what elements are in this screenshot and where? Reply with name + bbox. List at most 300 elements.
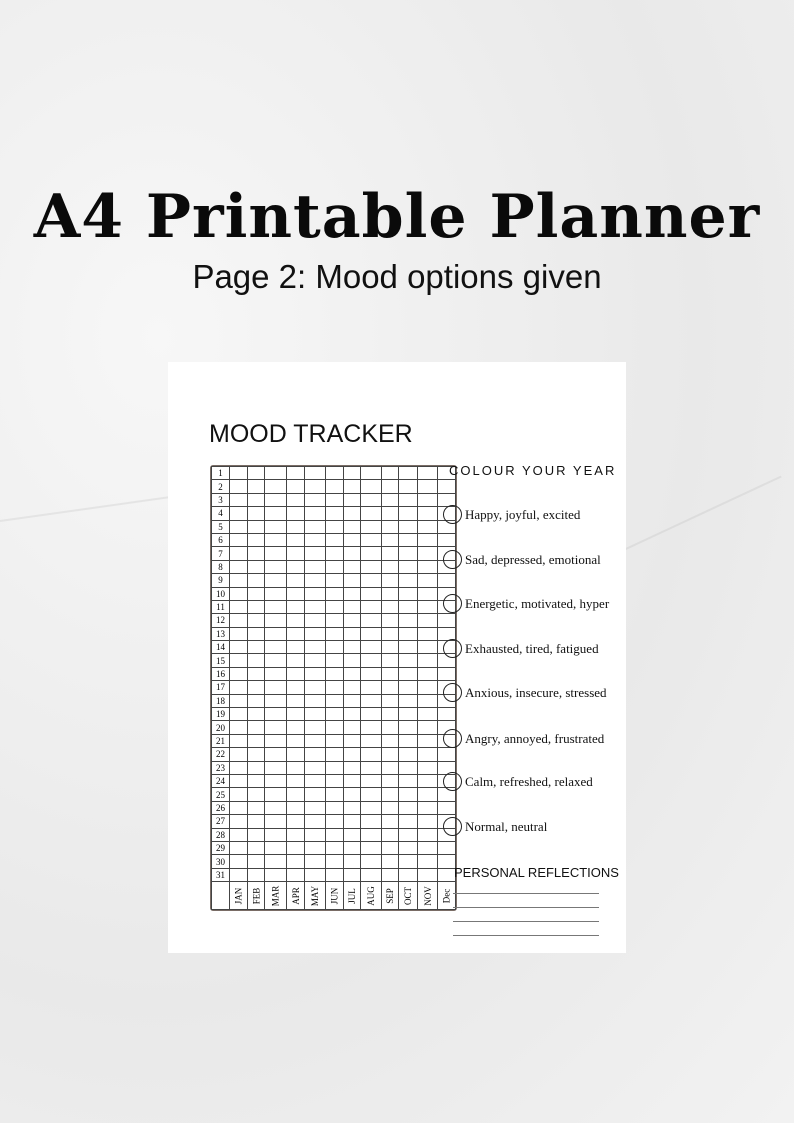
mood-cell[interactable] [343,667,360,680]
mood-cell[interactable] [417,480,438,493]
mood-cell[interactable] [230,774,248,787]
mood-cell[interactable] [247,774,265,787]
mood-cell[interactable] [265,788,287,801]
mood-cell[interactable] [361,828,382,841]
mood-cell[interactable] [361,627,382,640]
mood-cell[interactable] [361,480,382,493]
mood-cell[interactable] [398,801,417,814]
mood-cell[interactable] [398,694,417,707]
mood-cell[interactable] [230,493,248,506]
mood-cell[interactable] [417,533,438,546]
mood-cell[interactable] [398,493,417,506]
mood-cell[interactable] [247,788,265,801]
mood-cell[interactable] [381,493,398,506]
mood-cell[interactable] [398,855,417,868]
mood-cell[interactable] [305,600,326,613]
mood-cell[interactable] [438,708,455,721]
mood-cell[interactable] [343,681,360,694]
mood-cell[interactable] [398,641,417,654]
mood-cell[interactable] [326,654,344,667]
mood-cell[interactable] [230,574,248,587]
mood-cell[interactable] [381,855,398,868]
mood-cell[interactable] [343,560,360,573]
mood-cell[interactable] [305,801,326,814]
mood-cell[interactable] [286,868,305,881]
mood-cell[interactable] [343,467,360,480]
mood-cell[interactable] [417,721,438,734]
mood-cell[interactable] [230,761,248,774]
mood-cell[interactable] [305,694,326,707]
mood-cell[interactable] [398,480,417,493]
mood-cell[interactable] [326,815,344,828]
mood-cell[interactable] [343,627,360,640]
mood-cell[interactable] [343,614,360,627]
mood-cell[interactable] [343,547,360,560]
mood-cell[interactable] [305,721,326,734]
mood-cell[interactable] [417,681,438,694]
color-circle-icon[interactable] [443,683,462,702]
mood-cell[interactable] [265,467,287,480]
mood-cell[interactable] [265,681,287,694]
color-circle-icon[interactable] [443,772,462,791]
mood-cell[interactable] [326,641,344,654]
mood-cell[interactable] [361,694,382,707]
mood-cell[interactable] [247,721,265,734]
color-circle-icon[interactable] [443,550,462,569]
mood-cell[interactable] [343,587,360,600]
mood-cell[interactable] [247,574,265,587]
mood-cell[interactable] [286,681,305,694]
mood-cell[interactable] [381,681,398,694]
mood-cell[interactable] [361,774,382,787]
mood-cell[interactable] [361,467,382,480]
mood-cell[interactable] [247,627,265,640]
mood-option[interactable] [443,817,547,836]
mood-cell[interactable] [230,801,248,814]
mood-cell[interactable] [398,627,417,640]
mood-cell[interactable] [265,855,287,868]
mood-cell[interactable] [361,560,382,573]
mood-cell[interactable] [398,841,417,854]
mood-cell[interactable] [326,480,344,493]
mood-cell[interactable] [305,641,326,654]
mood-cell[interactable] [230,841,248,854]
mood-cell[interactable] [326,761,344,774]
mood-cell[interactable] [230,627,248,640]
mood-cell[interactable] [361,868,382,881]
mood-cell[interactable] [343,721,360,734]
mood-cell[interactable] [247,520,265,533]
mood-cell[interactable] [230,855,248,868]
mood-option[interactable] [443,550,601,569]
mood-cell[interactable] [326,587,344,600]
mood-cell[interactable] [305,560,326,573]
mood-cell[interactable] [305,841,326,854]
mood-cell[interactable] [286,587,305,600]
mood-cell[interactable] [230,708,248,721]
mood-cell[interactable] [305,681,326,694]
mood-cell[interactable] [381,627,398,640]
mood-cell[interactable] [247,667,265,680]
mood-cell[interactable] [326,855,344,868]
mood-cell[interactable] [326,774,344,787]
mood-cell[interactable] [286,761,305,774]
mood-cell[interactable] [247,600,265,613]
mood-cell[interactable] [230,533,248,546]
mood-cell[interactable] [265,828,287,841]
mood-cell[interactable] [417,574,438,587]
mood-cell[interactable] [305,614,326,627]
mood-cell[interactable] [286,801,305,814]
mood-cell[interactable] [286,815,305,828]
mood-cell[interactable] [326,828,344,841]
mood-option[interactable] [443,639,599,658]
mood-cell[interactable] [361,788,382,801]
mood-cell[interactable] [417,828,438,841]
mood-cell[interactable] [305,574,326,587]
mood-cell[interactable] [398,614,417,627]
mood-cell[interactable] [398,547,417,560]
mood-cell[interactable] [417,641,438,654]
color-circle-icon[interactable] [443,729,462,748]
mood-cell[interactable] [417,734,438,747]
mood-cell[interactable] [326,801,344,814]
mood-cell[interactable] [361,708,382,721]
mood-cell[interactable] [361,841,382,854]
mood-cell[interactable] [326,467,344,480]
mood-cell[interactable] [286,788,305,801]
mood-cell[interactable] [230,614,248,627]
mood-cell[interactable] [230,480,248,493]
mood-cell[interactable] [265,815,287,828]
mood-cell[interactable] [361,748,382,761]
mood-cell[interactable] [343,480,360,493]
mood-cell[interactable] [286,654,305,667]
mood-cell[interactable] [381,667,398,680]
mood-cell[interactable] [247,654,265,667]
mood-cell[interactable] [230,788,248,801]
mood-cell[interactable] [230,868,248,881]
mood-cell[interactable] [265,507,287,520]
mood-cell[interactable] [265,748,287,761]
mood-cell[interactable] [230,600,248,613]
mood-cell[interactable] [230,587,248,600]
mood-cell[interactable] [286,467,305,480]
mood-cell[interactable] [247,855,265,868]
color-circle-icon[interactable] [443,505,462,524]
mood-cell[interactable] [265,641,287,654]
mood-cell[interactable] [326,547,344,560]
mood-cell[interactable] [305,493,326,506]
mood-cell[interactable] [417,708,438,721]
mood-cell[interactable] [305,868,326,881]
mood-cell[interactable] [381,815,398,828]
mood-cell[interactable] [343,708,360,721]
reflection-line[interactable] [453,921,599,922]
mood-cell[interactable] [326,600,344,613]
mood-cell[interactable] [381,533,398,546]
mood-cell[interactable] [305,828,326,841]
mood-cell[interactable] [343,868,360,881]
mood-cell[interactable] [265,614,287,627]
mood-cell[interactable] [417,600,438,613]
mood-cell[interactable] [247,641,265,654]
mood-cell[interactable] [381,654,398,667]
mood-cell[interactable] [247,828,265,841]
mood-cell[interactable] [343,641,360,654]
mood-cell[interactable] [343,654,360,667]
mood-cell[interactable] [265,694,287,707]
mood-cell[interactable] [326,493,344,506]
mood-cell[interactable] [247,547,265,560]
mood-cell[interactable] [381,694,398,707]
mood-cell[interactable] [417,815,438,828]
mood-cell[interactable] [343,493,360,506]
mood-cell[interactable] [247,587,265,600]
mood-cell[interactable] [343,815,360,828]
mood-cell[interactable] [230,734,248,747]
mood-cell[interactable] [438,868,455,881]
mood-cell[interactable] [265,667,287,680]
mood-cell[interactable] [361,654,382,667]
mood-cell[interactable] [398,520,417,533]
mood-cell[interactable] [230,828,248,841]
mood-cell[interactable] [398,681,417,694]
mood-cell[interactable] [326,708,344,721]
mood-cell[interactable] [417,761,438,774]
mood-cell[interactable] [305,774,326,787]
mood-cell[interactable] [265,600,287,613]
mood-cell[interactable] [247,614,265,627]
mood-cell[interactable] [326,574,344,587]
mood-cell[interactable] [381,828,398,841]
mood-cell[interactable] [286,533,305,546]
mood-cell[interactable] [438,841,455,854]
mood-cell[interactable] [438,748,455,761]
mood-cell[interactable] [265,761,287,774]
mood-cell[interactable] [381,774,398,787]
mood-cell[interactable] [417,560,438,573]
mood-cell[interactable] [326,507,344,520]
mood-cell[interactable] [326,520,344,533]
mood-cell[interactable] [305,480,326,493]
mood-cell[interactable] [230,641,248,654]
mood-cell[interactable] [381,520,398,533]
mood-cell[interactable] [247,841,265,854]
mood-cell[interactable] [398,721,417,734]
mood-cell[interactable] [398,761,417,774]
mood-cell[interactable] [398,654,417,667]
mood-cell[interactable] [286,560,305,573]
mood-cell[interactable] [398,667,417,680]
mood-cell[interactable] [343,774,360,787]
mood-cell[interactable] [230,667,248,680]
mood-cell[interactable] [247,507,265,520]
mood-cell[interactable] [361,855,382,868]
mood-cell[interactable] [265,574,287,587]
mood-cell[interactable] [417,614,438,627]
mood-cell[interactable] [398,533,417,546]
mood-cell[interactable] [265,533,287,546]
mood-cell[interactable] [230,520,248,533]
mood-cell[interactable] [305,667,326,680]
mood-cell[interactable] [286,774,305,787]
mood-cell[interactable] [230,694,248,707]
mood-cell[interactable] [305,734,326,747]
mood-cell[interactable] [286,694,305,707]
mood-option[interactable] [443,594,609,613]
mood-cell[interactable] [381,788,398,801]
mood-cell[interactable] [305,748,326,761]
mood-cell[interactable] [265,480,287,493]
mood-cell[interactable] [417,587,438,600]
mood-cell[interactable] [286,708,305,721]
mood-cell[interactable] [265,587,287,600]
mood-cell[interactable] [381,600,398,613]
mood-cell[interactable] [265,774,287,787]
mood-cell[interactable] [247,493,265,506]
mood-cell[interactable] [286,574,305,587]
mood-cell[interactable] [361,574,382,587]
mood-cell[interactable] [381,748,398,761]
mood-cell[interactable] [438,614,455,627]
mood-cell[interactable] [398,507,417,520]
mood-cell[interactable] [398,734,417,747]
mood-cell[interactable] [343,841,360,854]
mood-cell[interactable] [381,641,398,654]
mood-cell[interactable] [265,627,287,640]
mood-cell[interactable] [326,614,344,627]
mood-cell[interactable] [398,467,417,480]
mood-cell[interactable] [417,748,438,761]
mood-cell[interactable] [286,721,305,734]
mood-cell[interactable] [381,721,398,734]
mood-cell[interactable] [305,520,326,533]
mood-cell[interactable] [343,828,360,841]
mood-cell[interactable] [326,788,344,801]
mood-cell[interactable] [247,815,265,828]
mood-cell[interactable] [398,587,417,600]
mood-cell[interactable] [247,708,265,721]
mood-cell[interactable] [230,815,248,828]
mood-cell[interactable] [381,587,398,600]
mood-cell[interactable] [417,855,438,868]
mood-cell[interactable] [326,868,344,881]
mood-cell[interactable] [361,681,382,694]
mood-cell[interactable] [398,600,417,613]
mood-cell[interactable] [326,748,344,761]
mood-cell[interactable] [247,480,265,493]
mood-cell[interactable] [361,587,382,600]
mood-cell[interactable] [417,467,438,480]
mood-cell[interactable] [326,533,344,546]
mood-cell[interactable] [305,587,326,600]
mood-cell[interactable] [361,815,382,828]
mood-cell[interactable] [398,868,417,881]
mood-cell[interactable] [247,801,265,814]
mood-cell[interactable] [265,734,287,747]
mood-cell[interactable] [361,533,382,546]
mood-cell[interactable] [286,520,305,533]
mood-cell[interactable] [286,627,305,640]
mood-cell[interactable] [343,520,360,533]
mood-cell[interactable] [381,614,398,627]
mood-cell[interactable] [286,493,305,506]
mood-cell[interactable] [343,734,360,747]
mood-cell[interactable] [381,507,398,520]
mood-cell[interactable] [286,480,305,493]
reflection-line[interactable] [453,893,599,894]
mood-cell[interactable] [247,681,265,694]
mood-cell[interactable] [247,868,265,881]
mood-cell[interactable] [326,694,344,707]
mood-cell[interactable] [286,841,305,854]
mood-cell[interactable] [230,547,248,560]
mood-cell[interactable] [343,855,360,868]
mood-cell[interactable] [265,721,287,734]
mood-cell[interactable] [398,708,417,721]
mood-cell[interactable] [438,480,455,493]
mood-cell[interactable] [417,667,438,680]
mood-cell[interactable] [381,734,398,747]
mood-cell[interactable] [361,761,382,774]
mood-option[interactable] [443,505,580,524]
color-circle-icon[interactable] [443,639,462,658]
mood-cell[interactable] [361,547,382,560]
mood-cell[interactable] [247,533,265,546]
mood-cell[interactable] [326,734,344,747]
mood-cell[interactable] [305,654,326,667]
mood-cell[interactable] [286,748,305,761]
mood-cell[interactable] [361,641,382,654]
mood-cell[interactable] [361,507,382,520]
mood-cell[interactable] [305,708,326,721]
mood-cell[interactable] [286,855,305,868]
mood-option[interactable] [443,683,607,702]
mood-cell[interactable] [247,694,265,707]
mood-cell[interactable] [343,600,360,613]
mood-cell[interactable] [286,507,305,520]
mood-cell[interactable] [326,721,344,734]
mood-cell[interactable] [361,493,382,506]
mood-cell[interactable] [438,667,455,680]
mood-cell[interactable] [326,627,344,640]
mood-cell[interactable] [305,815,326,828]
mood-option[interactable] [443,729,604,748]
mood-cell[interactable] [361,667,382,680]
mood-cell[interactable] [247,748,265,761]
mood-cell[interactable] [326,667,344,680]
mood-cell[interactable] [381,560,398,573]
mood-cell[interactable] [381,801,398,814]
reflection-line[interactable] [453,935,599,936]
mood-cell[interactable] [343,788,360,801]
mood-cell[interactable] [305,507,326,520]
reflection-line[interactable] [453,907,599,908]
mood-cell[interactable] [381,868,398,881]
mood-cell[interactable] [305,533,326,546]
mood-cell[interactable] [265,708,287,721]
mood-cell[interactable] [417,520,438,533]
mood-option[interactable] [443,772,593,791]
mood-cell[interactable] [265,493,287,506]
color-circle-icon[interactable] [443,594,462,613]
mood-cell[interactable] [286,600,305,613]
mood-cell[interactable] [265,868,287,881]
mood-cell[interactable] [438,801,455,814]
mood-cell[interactable] [265,841,287,854]
mood-cell[interactable] [381,467,398,480]
